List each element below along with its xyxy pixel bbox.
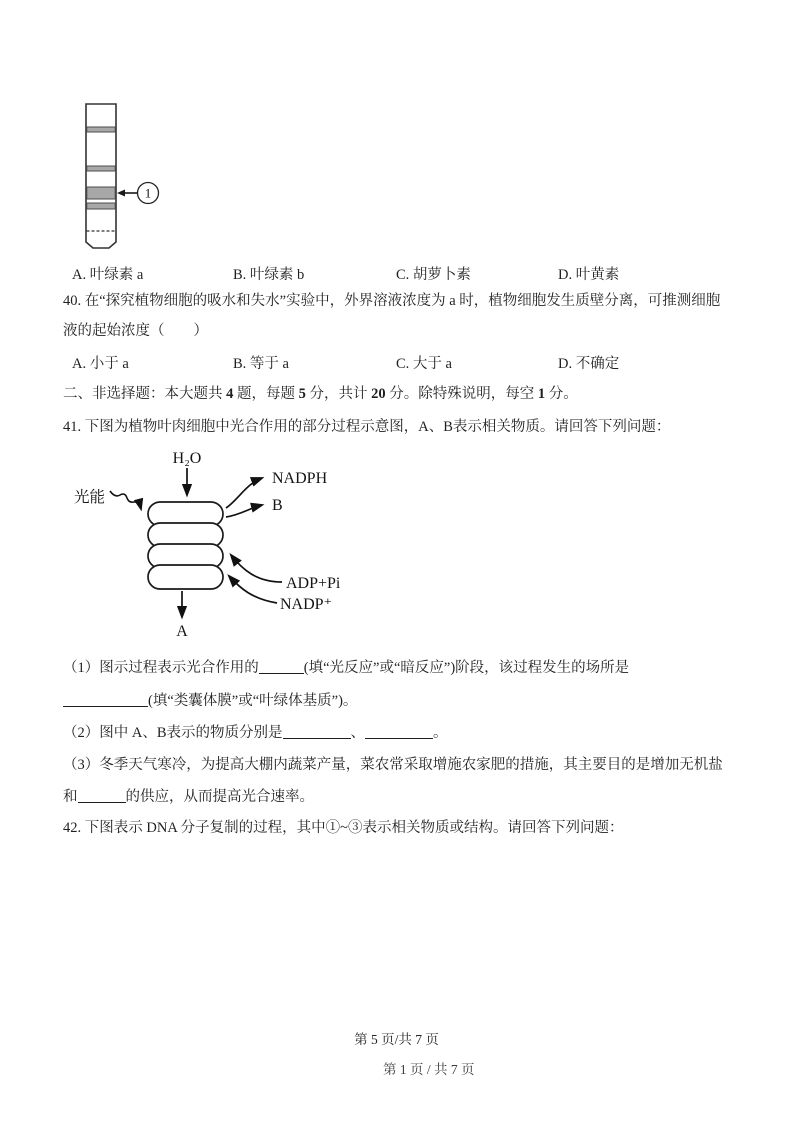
q41-part3-text-b: 和 (63, 789, 78, 805)
q41-part1-text-b: (填“光反应”或“暗反应”)阶段，该过程发生的场所是 (303, 660, 630, 676)
light-energy-wavy-arrow (110, 491, 141, 509)
q41-part2-line (63, 723, 448, 743)
option-39-c: C. 胡萝卜素 (396, 267, 471, 283)
pigment-band-2 (87, 166, 115, 171)
q41-part2-period: 。 (433, 725, 448, 741)
section-2-num-questions: 4 (226, 386, 234, 402)
option-39-a: A. 叶绿素 a (72, 267, 144, 283)
option-39-d: D. 叶黄素 (558, 267, 620, 283)
answer-blank (259, 660, 304, 674)
photosynthesis-diagram (60, 448, 370, 653)
option-39-b: B. 叶绿素 b (233, 267, 305, 283)
q41-part3-line1: （3）冬季天气寒冷，为提高大棚内蔬菜产量，菜农常采取增施农家肥的措施，其主要目的是增加无机盐 (63, 757, 723, 773)
q41-part2-separator: 、 (350, 725, 366, 741)
b-output-arrow (226, 505, 262, 517)
question-42-stem: 42. 下图表示 DNA 分子复制的过程，其中①~③表示相关物质或结构。请回答下列问题： (63, 820, 624, 836)
light-energy-label: 光能 (74, 489, 106, 506)
q41-part1-text-a: （1）图示过程表示光合作用的 (63, 660, 259, 676)
section-2-points-each: 5 (298, 386, 306, 402)
page-number-footer: 第 5 页/共 7 页 (354, 1032, 439, 1047)
section-2-text: 分，共计 (305, 386, 372, 402)
q41-part1-line1 (63, 658, 629, 678)
q41-part1-line2 (63, 691, 357, 711)
answer-blank (283, 725, 351, 739)
option-40-b: B. 等于 a (233, 356, 289, 372)
option-40-c: C. 大于 a (396, 356, 452, 372)
pointer-arrowhead (117, 190, 125, 197)
pigment-band-4 (87, 203, 115, 209)
nadp-plus-label: NADP⁺ (280, 596, 333, 613)
document-page-footer: 第 1 页 / 共 7 页 (383, 1062, 475, 1077)
circled-label-number: 1 (144, 185, 152, 201)
q41-part2-text-a: （2）图中 A、B表示的物质分别是 (63, 725, 283, 741)
question-40-options-row (0, 352, 793, 372)
section-2-header (63, 384, 578, 404)
substance-a-label: A (176, 623, 188, 640)
substance-b-label: B (272, 497, 283, 514)
section-2-text: 二、非选择题：本大题共 (63, 386, 227, 402)
nadph-output-arrow (226, 478, 262, 508)
option-40-d: D. 不确定 (558, 356, 620, 372)
strip-outline (86, 104, 116, 248)
nadp-input-arrow (229, 576, 277, 603)
section-2-text: 题，每题 (233, 386, 299, 402)
pigment-band-3 (87, 187, 115, 199)
answer-blank (63, 693, 148, 707)
q41-part1-text-c: (填“类囊体膜”或“叶绿体基质”)。 (148, 693, 358, 709)
section-2-text: 分。 (545, 386, 578, 402)
nadph-label: NADPH (272, 470, 328, 487)
question-39-options-row (0, 263, 793, 283)
adp-pi-input-arrow (231, 555, 282, 582)
pigment-band-1 (87, 127, 115, 132)
chromatography-strip-figure (80, 100, 205, 255)
question-41-stem: 41. 下图为植物叶肉细胞中光合作用的部分过程示意图，A、B表示相关物质。请回答下列问题： (63, 419, 671, 435)
question-40-line2: 液的起始浓度（ ） (63, 323, 208, 339)
answer-blank (78, 789, 126, 803)
section-2-points-blank: 1 (537, 386, 546, 402)
thylakoid-disc-4 (148, 565, 223, 589)
question-40-line1: 40. 在“探究植物细胞的吸水和失水”实验中，外界溶液浓度为 a 时，植物细胞发生质壁分离，可推测细胞 (63, 293, 721, 309)
h2o-label: H₂O (172, 450, 202, 467)
section-2-points-total: 20 (371, 386, 386, 402)
answer-blank (365, 725, 433, 739)
option-40-a: A. 小于 a (72, 356, 129, 372)
q41-part3-line2 (63, 787, 314, 807)
q41-part3-text-c: 的供应，从而提高光合速率。 (125, 789, 314, 805)
adp-pi-label: ADP+Pi (286, 575, 341, 592)
section-2-text: 分。除特殊说明，每空 (385, 386, 538, 402)
